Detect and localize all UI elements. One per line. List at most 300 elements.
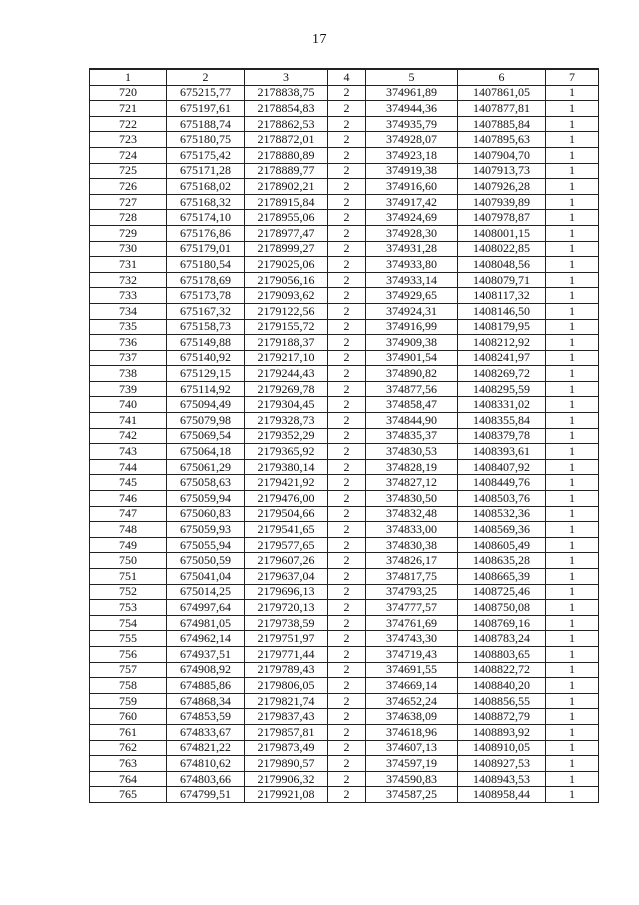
table-cell: 2179304,45 <box>245 397 328 413</box>
table-cell: 374944,36 <box>366 101 458 117</box>
table-cell: 2179720,13 <box>245 600 328 616</box>
table-cell: 2179738,59 <box>245 615 328 631</box>
table-cell: 1 <box>546 194 599 210</box>
table-cell: 374743,30 <box>366 631 458 647</box>
table-row <box>90 693 599 709</box>
table-cell: 1 <box>546 569 599 585</box>
table-cell: 2179155,72 <box>245 319 328 335</box>
table-cell: 2179806,05 <box>245 678 328 694</box>
table-cell: 1408146,50 <box>458 303 546 319</box>
table-cell: 2179380,14 <box>245 459 328 475</box>
table-cell: 1 <box>546 724 599 740</box>
table-cell: 2179921,08 <box>245 787 328 803</box>
table-body <box>90 85 599 802</box>
table-cell: 1 <box>546 537 599 553</box>
table-cell: 1408822,72 <box>458 662 546 678</box>
table-row <box>90 194 599 210</box>
table-cell: 1408295,59 <box>458 381 546 397</box>
table-cell: 1408910,05 <box>458 740 546 756</box>
table-cell: 732 <box>90 272 167 288</box>
table-cell: 733 <box>90 288 167 304</box>
table-cell: 734 <box>90 303 167 319</box>
table-cell: 675180,54 <box>167 257 245 273</box>
table-cell: 2 <box>328 288 366 304</box>
table-row <box>90 787 599 803</box>
table-cell: 2 <box>328 646 366 662</box>
table-cell: 730 <box>90 241 167 257</box>
table-cell: 374828,19 <box>366 459 458 475</box>
table-cell: 762 <box>90 740 167 756</box>
table-cell: 757 <box>90 662 167 678</box>
table-cell: 2 <box>328 491 366 507</box>
table-cell: 1 <box>546 600 599 616</box>
table-cell: 2179837,43 <box>245 709 328 725</box>
table-cell: 374890,82 <box>366 366 458 382</box>
table-cell: 2178862,53 <box>245 116 328 132</box>
table-cell: 728 <box>90 210 167 226</box>
table-cell: 374607,13 <box>366 740 458 756</box>
table-cell: 374652,24 <box>366 693 458 709</box>
table-cell: 1 <box>546 584 599 600</box>
table-cell: 374877,56 <box>366 381 458 397</box>
table-cell: 2 <box>328 381 366 397</box>
table-cell: 760 <box>90 709 167 725</box>
table-cell: 675174,10 <box>167 210 245 226</box>
table-cell: 1 <box>546 210 599 226</box>
table-cell: 2 <box>328 631 366 647</box>
table-cell: 2179352,29 <box>245 428 328 444</box>
table-cell: 374916,99 <box>366 319 458 335</box>
table-cell: 374638,09 <box>366 709 458 725</box>
table-cell: 1 <box>546 288 599 304</box>
table-cell: 374933,80 <box>366 257 458 273</box>
table-cell: 723 <box>90 132 167 148</box>
table-cell: 721 <box>90 101 167 117</box>
table-cell: 2179244,43 <box>245 366 328 382</box>
table-cell: 2 <box>328 724 366 740</box>
table-cell: 675094,49 <box>167 397 245 413</box>
table-cell: 1408355,84 <box>458 413 546 429</box>
table-row <box>90 132 599 148</box>
table-cell: 2 <box>328 459 366 475</box>
table-cell: 1408532,36 <box>458 506 546 522</box>
table-cell: 1 <box>546 116 599 132</box>
table-cell: 374961,89 <box>366 85 458 101</box>
table-row <box>90 225 599 241</box>
table-cell: 1408241,97 <box>458 350 546 366</box>
table-cell: 2 <box>328 740 366 756</box>
table-row <box>90 724 599 740</box>
table-cell: 2179328,73 <box>245 413 328 429</box>
table-cell: 1407913,73 <box>458 163 546 179</box>
table-cell: 374826,17 <box>366 553 458 569</box>
table-cell: 374777,57 <box>366 600 458 616</box>
table-cell: 2179217,10 <box>245 350 328 366</box>
table-cell: 2 <box>328 179 366 195</box>
table-cell: 675180,75 <box>167 132 245 148</box>
table-cell: 675168,32 <box>167 194 245 210</box>
table-cell: 1408379,78 <box>458 428 546 444</box>
table-cell: 1408783,24 <box>458 631 546 647</box>
table-cell: 724 <box>90 147 167 163</box>
table-cell: 765 <box>90 787 167 803</box>
table-row <box>90 756 599 772</box>
table-cell: 2 <box>328 225 366 241</box>
table-cell: 2179771,44 <box>245 646 328 662</box>
table-cell: 2178872,01 <box>245 132 328 148</box>
table-cell: 1407877,81 <box>458 101 546 117</box>
table-row <box>90 615 599 631</box>
table-cell: 674810,62 <box>167 756 245 772</box>
table-cell: 374590,83 <box>366 771 458 787</box>
table-cell: 2 <box>328 693 366 709</box>
table-cell: 374931,28 <box>366 241 458 257</box>
table-cell: 1408393,61 <box>458 444 546 460</box>
table-row <box>90 600 599 616</box>
table-cell: 674868,34 <box>167 693 245 709</box>
table-cell: 374933,14 <box>366 272 458 288</box>
table-row <box>90 241 599 257</box>
column-header: 2 <box>167 69 245 85</box>
table-cell: 374929,65 <box>366 288 458 304</box>
table-cell: 2179890,57 <box>245 756 328 772</box>
table-cell: 2179476,00 <box>245 491 328 507</box>
table-cell: 1408331,02 <box>458 397 546 413</box>
table-cell: 1408001,15 <box>458 225 546 241</box>
table-cell: 2178955,06 <box>245 210 328 226</box>
table-cell: 675059,94 <box>167 491 245 507</box>
table-cell: 2 <box>328 569 366 585</box>
table-cell: 1408872,79 <box>458 709 546 725</box>
table-cell: 1 <box>546 85 599 101</box>
table-row <box>90 740 599 756</box>
table-cell: 2178838,75 <box>245 85 328 101</box>
table-row <box>90 101 599 117</box>
table-cell: 1408212,92 <box>458 335 546 351</box>
table-cell: 2179093,62 <box>245 288 328 304</box>
table-cell: 2 <box>328 537 366 553</box>
table-row <box>90 444 599 460</box>
table-cell: 2 <box>328 553 366 569</box>
table-cell: 674885,86 <box>167 678 245 694</box>
table-cell: 727 <box>90 194 167 210</box>
table-cell: 1 <box>546 335 599 351</box>
table-cell: 675167,32 <box>167 303 245 319</box>
table-cell: 374917,42 <box>366 194 458 210</box>
table-cell: 374833,00 <box>366 522 458 538</box>
column-header: 1 <box>90 69 167 85</box>
table-cell: 2179637,04 <box>245 569 328 585</box>
table-cell: 1408269,72 <box>458 366 546 382</box>
table-cell: 675129,15 <box>167 366 245 382</box>
column-header: 4 <box>328 69 366 85</box>
table-row <box>90 319 599 335</box>
table-cell: 2 <box>328 584 366 600</box>
table-cell: 1408635,28 <box>458 553 546 569</box>
table-cell: 2178902,21 <box>245 179 328 195</box>
table-cell: 1407861,05 <box>458 85 546 101</box>
table-cell: 2 <box>328 413 366 429</box>
table-row <box>90 475 599 491</box>
table-cell: 1408079,71 <box>458 272 546 288</box>
table-cell: 2179577,65 <box>245 537 328 553</box>
table-cell: 755 <box>90 631 167 647</box>
table-cell: 2179789,43 <box>245 662 328 678</box>
table-cell: 674833,67 <box>167 724 245 740</box>
table-cell: 2 <box>328 303 366 319</box>
table-cell: 1 <box>546 163 599 179</box>
table-cell: 2 <box>328 506 366 522</box>
table-cell: 374844,90 <box>366 413 458 429</box>
table-cell: 1 <box>546 631 599 647</box>
table-cell: 2 <box>328 662 366 678</box>
table-cell: 758 <box>90 678 167 694</box>
table-cell: 2 <box>328 444 366 460</box>
table-cell: 2179269,78 <box>245 381 328 397</box>
table-cell: 1 <box>546 693 599 709</box>
table-cell: 754 <box>90 615 167 631</box>
table-cell: 756 <box>90 646 167 662</box>
table-cell: 735 <box>90 319 167 335</box>
table-cell: 374909,38 <box>366 335 458 351</box>
table-cell: 1 <box>546 147 599 163</box>
table-cell: 2178854,83 <box>245 101 328 117</box>
table-cell: 2 <box>328 397 366 413</box>
table-row <box>90 116 599 132</box>
table-cell: 1407939,89 <box>458 194 546 210</box>
table-cell: 674803,66 <box>167 771 245 787</box>
column-header: 6 <box>458 69 546 85</box>
table-cell: 675079,98 <box>167 413 245 429</box>
table-cell: 374691,55 <box>366 662 458 678</box>
table-row <box>90 537 599 553</box>
table-cell: 675055,94 <box>167 537 245 553</box>
table-cell: 2 <box>328 241 366 257</box>
table-cell: 374793,25 <box>366 584 458 600</box>
table-cell: 675060,83 <box>167 506 245 522</box>
table-cell: 674981,05 <box>167 615 245 631</box>
table-cell: 374916,60 <box>366 179 458 195</box>
table-cell: 1408856,55 <box>458 693 546 709</box>
table-cell: 1 <box>546 272 599 288</box>
table-cell: 1 <box>546 132 599 148</box>
table-cell: 374719,43 <box>366 646 458 662</box>
table-cell: 374924,69 <box>366 210 458 226</box>
coordinates-table <box>89 68 599 803</box>
table-cell: 374835,37 <box>366 428 458 444</box>
table-cell: 2 <box>328 522 366 538</box>
table-cell: 675175,42 <box>167 147 245 163</box>
table-cell: 374827,12 <box>366 475 458 491</box>
table-cell: 1 <box>546 678 599 694</box>
table-row <box>90 709 599 725</box>
table-cell: 2 <box>328 615 366 631</box>
table-cell: 2 <box>328 272 366 288</box>
table-cell: 1408893,92 <box>458 724 546 740</box>
table-cell: 1408943,53 <box>458 771 546 787</box>
table-cell: 1408048,56 <box>458 257 546 273</box>
table-row <box>90 771 599 787</box>
table-cell: 2179365,92 <box>245 444 328 460</box>
table-cell: 1408605,49 <box>458 537 546 553</box>
table-cell: 1407904,70 <box>458 147 546 163</box>
table-row <box>90 631 599 647</box>
table-row <box>90 646 599 662</box>
table-cell: 2 <box>328 132 366 148</box>
table-row <box>90 288 599 304</box>
table-cell: 374901,54 <box>366 350 458 366</box>
table-cell: 1408407,92 <box>458 459 546 475</box>
table-cell: 2 <box>328 335 366 351</box>
table-cell: 674937,51 <box>167 646 245 662</box>
table-cell: 1 <box>546 475 599 491</box>
table-cell: 2179906,32 <box>245 771 328 787</box>
table-cell: 1 <box>546 428 599 444</box>
table-cell: 674853,59 <box>167 709 245 725</box>
table-cell: 1408803,65 <box>458 646 546 662</box>
table-row <box>90 569 599 585</box>
column-header: 5 <box>366 69 458 85</box>
table-cell: 2 <box>328 147 366 163</box>
table-cell: 1 <box>546 553 599 569</box>
table-cell: 1408927,53 <box>458 756 546 772</box>
table-cell: 374928,30 <box>366 225 458 241</box>
table-cell: 674908,92 <box>167 662 245 678</box>
table-cell: 675149,88 <box>167 335 245 351</box>
table-cell: 2 <box>328 787 366 803</box>
column-header: 3 <box>245 69 328 85</box>
table-row <box>90 257 599 273</box>
table-cell: 751 <box>90 569 167 585</box>
table-cell: 1 <box>546 381 599 397</box>
table-row <box>90 428 599 444</box>
table-cell: 2179025,06 <box>245 257 328 273</box>
table-cell: 743 <box>90 444 167 460</box>
table-cell: 675173,78 <box>167 288 245 304</box>
table-cell: 746 <box>90 491 167 507</box>
table-row <box>90 506 599 522</box>
table-cell: 731 <box>90 257 167 273</box>
table-cell: 2 <box>328 257 366 273</box>
table-cell: 2 <box>328 771 366 787</box>
table-row <box>90 147 599 163</box>
table-row <box>90 662 599 678</box>
table-cell: 675158,73 <box>167 319 245 335</box>
table-cell: 2179421,92 <box>245 475 328 491</box>
table-row <box>90 303 599 319</box>
table-cell: 2 <box>328 475 366 491</box>
table-cell: 1 <box>546 319 599 335</box>
table-row <box>90 678 599 694</box>
table-cell: 674821,22 <box>167 740 245 756</box>
table-row <box>90 335 599 351</box>
table-cell: 1 <box>546 740 599 756</box>
table-cell: 2179504,66 <box>245 506 328 522</box>
table-cell: 1408769,16 <box>458 615 546 631</box>
table-cell: 764 <box>90 771 167 787</box>
table-cell: 674997,64 <box>167 600 245 616</box>
table-cell: 1 <box>546 366 599 382</box>
table-cell: 738 <box>90 366 167 382</box>
table-cell: 2 <box>328 210 366 226</box>
table-row <box>90 85 599 101</box>
table-header-row <box>90 69 599 85</box>
table-cell: 675114,92 <box>167 381 245 397</box>
table-cell: 2 <box>328 366 366 382</box>
table-cell: 1407926,28 <box>458 179 546 195</box>
table-row <box>90 163 599 179</box>
table-cell: 1 <box>546 522 599 538</box>
table-cell: 675176,86 <box>167 225 245 241</box>
table-cell: 1 <box>546 709 599 725</box>
table-cell: 1408569,36 <box>458 522 546 538</box>
table-cell: 2178977,47 <box>245 225 328 241</box>
table-cell: 675059,93 <box>167 522 245 538</box>
table-cell: 740 <box>90 397 167 413</box>
table-cell: 1 <box>546 350 599 366</box>
table-row <box>90 491 599 507</box>
table-cell: 1408117,32 <box>458 288 546 304</box>
table-cell: 2179857,81 <box>245 724 328 740</box>
table-cell: 374924,31 <box>366 303 458 319</box>
table-cell: 1 <box>546 459 599 475</box>
table-cell: 722 <box>90 116 167 132</box>
table-row <box>90 366 599 382</box>
table-cell: 736 <box>90 335 167 351</box>
table-cell: 1 <box>546 646 599 662</box>
table-cell: 726 <box>90 179 167 195</box>
table-cell: 2 <box>328 600 366 616</box>
table-cell: 374928,07 <box>366 132 458 148</box>
table-cell: 737 <box>90 350 167 366</box>
table-cell: 2 <box>328 350 366 366</box>
table-cell: 2 <box>328 428 366 444</box>
table-cell: 2179122,56 <box>245 303 328 319</box>
table-cell: 374923,18 <box>366 147 458 163</box>
table-cell: 1 <box>546 413 599 429</box>
table-cell: 2178880,89 <box>245 147 328 163</box>
table-cell: 1408449,76 <box>458 475 546 491</box>
table-cell: 1 <box>546 179 599 195</box>
table-cell: 1 <box>546 491 599 507</box>
table-cell: 374817,75 <box>366 569 458 585</box>
table-cell: 745 <box>90 475 167 491</box>
table-cell: 374858,47 <box>366 397 458 413</box>
table-cell: 2178999,27 <box>245 241 328 257</box>
table-cell: 2179873,49 <box>245 740 328 756</box>
table-cell: 759 <box>90 693 167 709</box>
table-cell: 742 <box>90 428 167 444</box>
table-cell: 675140,92 <box>167 350 245 366</box>
table-cell: 2 <box>328 101 366 117</box>
table-cell: 1 <box>546 225 599 241</box>
table-cell: 761 <box>90 724 167 740</box>
table-cell: 1 <box>546 662 599 678</box>
table-cell: 1408665,39 <box>458 569 546 585</box>
table-row <box>90 459 599 475</box>
table-cell: 1408503,76 <box>458 491 546 507</box>
table-cell: 675179,01 <box>167 241 245 257</box>
table-cell: 744 <box>90 459 167 475</box>
table-cell: 1 <box>546 615 599 631</box>
table-cell: 1408750,08 <box>458 600 546 616</box>
page-number: 17 <box>312 32 327 47</box>
table-cell: 674799,51 <box>167 787 245 803</box>
table-cell: 374830,53 <box>366 444 458 460</box>
table-row <box>90 553 599 569</box>
table-cell: 752 <box>90 584 167 600</box>
table-cell: 374832,48 <box>366 506 458 522</box>
